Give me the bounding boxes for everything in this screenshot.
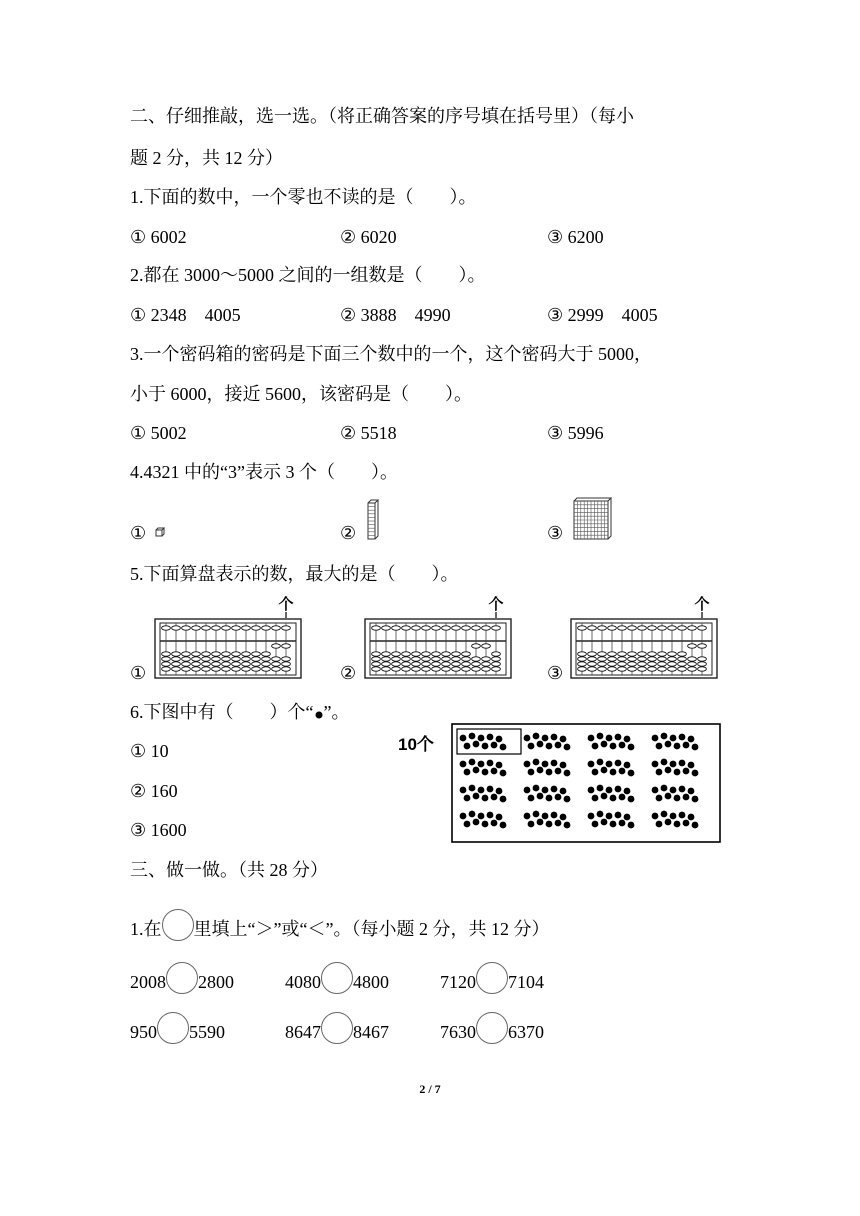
ten-rod-icon bbox=[366, 499, 380, 541]
dot-icon bbox=[314, 709, 324, 719]
q6-option-3: ③ 1600 bbox=[130, 820, 187, 840]
q4-option-1-label: ① bbox=[130, 523, 147, 543]
compare-row-2 bbox=[285, 1012, 389, 1044]
compare-right: 6370 bbox=[508, 1022, 544, 1042]
q4-option-2-label: ② bbox=[340, 523, 357, 543]
compare-left: 2008 bbox=[130, 972, 166, 992]
q5-option-1-label: ① bbox=[130, 663, 147, 683]
q3-stem-line2: 小于 6000，接近 5600，该密码是（ ）。 bbox=[130, 384, 472, 404]
compare-left: 8647 bbox=[285, 1022, 321, 1042]
compare-row-2 bbox=[440, 1012, 544, 1044]
q2-stem: 2.都在 3000～5000 之间的一组数是（ ）。 bbox=[130, 265, 486, 285]
compare-row-1 bbox=[130, 962, 234, 994]
answer-circle[interactable] bbox=[166, 962, 198, 994]
answer-circle[interactable] bbox=[476, 962, 508, 994]
answer-circle[interactable] bbox=[321, 962, 353, 994]
compare-right: 5590 bbox=[189, 1022, 225, 1042]
abacus-unit-label: 个 bbox=[694, 596, 710, 613]
q3-option-1: ① 5002 bbox=[130, 423, 187, 443]
answer-circle[interactable] bbox=[157, 1012, 189, 1044]
compare-right: 7104 bbox=[508, 972, 544, 992]
compare-right: 2800 bbox=[198, 972, 234, 992]
answer-circle[interactable] bbox=[476, 1012, 508, 1044]
q6-option-1: ① 10 bbox=[130, 741, 169, 761]
compare-row-2 bbox=[130, 1012, 225, 1044]
q6-option-2: ② 160 bbox=[130, 781, 178, 801]
q2-option-2: ② 3888 4990 bbox=[340, 305, 451, 325]
compare-left: 7630 bbox=[440, 1022, 476, 1042]
q4-stem: 4.4321 中的“3”表示 3 个（ ）。 bbox=[130, 462, 398, 482]
dot-figure bbox=[451, 723, 721, 843]
compare-right: 4800 bbox=[353, 972, 389, 992]
q5-option-2-label: ② bbox=[340, 663, 357, 683]
dot-figure-label: 10个 bbox=[398, 735, 434, 754]
s3-q1-stem bbox=[130, 909, 549, 941]
q3-option-2: ② 5518 bbox=[340, 423, 397, 443]
section2-heading-line1: 二、仔细推敲，选一选。（将正确答案的序号填在括号里）（每小 bbox=[130, 106, 634, 126]
compare-row-1 bbox=[285, 962, 389, 994]
abacus-2 bbox=[362, 596, 514, 682]
compare-left: 7120 bbox=[440, 972, 476, 992]
s3-q1-stem-pre: 1.在 bbox=[130, 919, 162, 939]
page-number: 2 / 7 bbox=[419, 1082, 441, 1096]
compare-left: 4080 bbox=[285, 972, 321, 992]
q4-option-3-label: ③ bbox=[547, 523, 564, 543]
answer-circle[interactable] bbox=[321, 1012, 353, 1044]
q2-option-1: ① 2348 4005 bbox=[130, 305, 241, 325]
q5-option-3-label: ③ bbox=[547, 663, 564, 683]
abacus-unit-label: 个 bbox=[278, 596, 294, 613]
q1-stem: 1.下面的数中，一个零也不读的是（ ）。 bbox=[130, 187, 477, 207]
abacus-3 bbox=[568, 596, 720, 682]
q6-stem bbox=[130, 700, 350, 724]
q1-option-2: ② 6020 bbox=[340, 227, 397, 247]
compare-right: 8467 bbox=[353, 1022, 389, 1042]
compare-row-1 bbox=[440, 962, 544, 994]
hundred-flat-icon bbox=[572, 497, 612, 541]
q6-stem-pre: 6.下图中有（ ）个“ bbox=[130, 702, 314, 722]
section3-heading: 三、做一做。（共 28 分） bbox=[130, 860, 328, 880]
q6-stem-post: ”。 bbox=[323, 702, 350, 722]
compare-left: 950 bbox=[130, 1022, 157, 1042]
q3-stem-line1: 3.一个密码箱的密码是下面三个数中的一个，这个密码大于 5000， bbox=[130, 344, 652, 364]
q3-option-3: ③ 5996 bbox=[547, 423, 604, 443]
compare-circle-icon bbox=[162, 909, 194, 941]
abacus-unit-label: 个 bbox=[488, 596, 504, 613]
abacus-1 bbox=[152, 596, 304, 682]
unit-cube-icon bbox=[155, 527, 165, 537]
q1-option-1: ① 6002 bbox=[130, 227, 187, 247]
q2-option-3: ③ 2999 4005 bbox=[547, 305, 658, 325]
q5-stem: 5.下面算盘表示的数，最大的是（ ）。 bbox=[130, 564, 459, 584]
section2-heading-line2: 题 2 分，共 12 分） bbox=[130, 148, 283, 168]
s3-q1-stem-post: 里填上“＞”或“＜”。（每小题 2 分，共 12 分） bbox=[193, 919, 550, 939]
q1-option-3: ③ 6200 bbox=[547, 227, 604, 247]
